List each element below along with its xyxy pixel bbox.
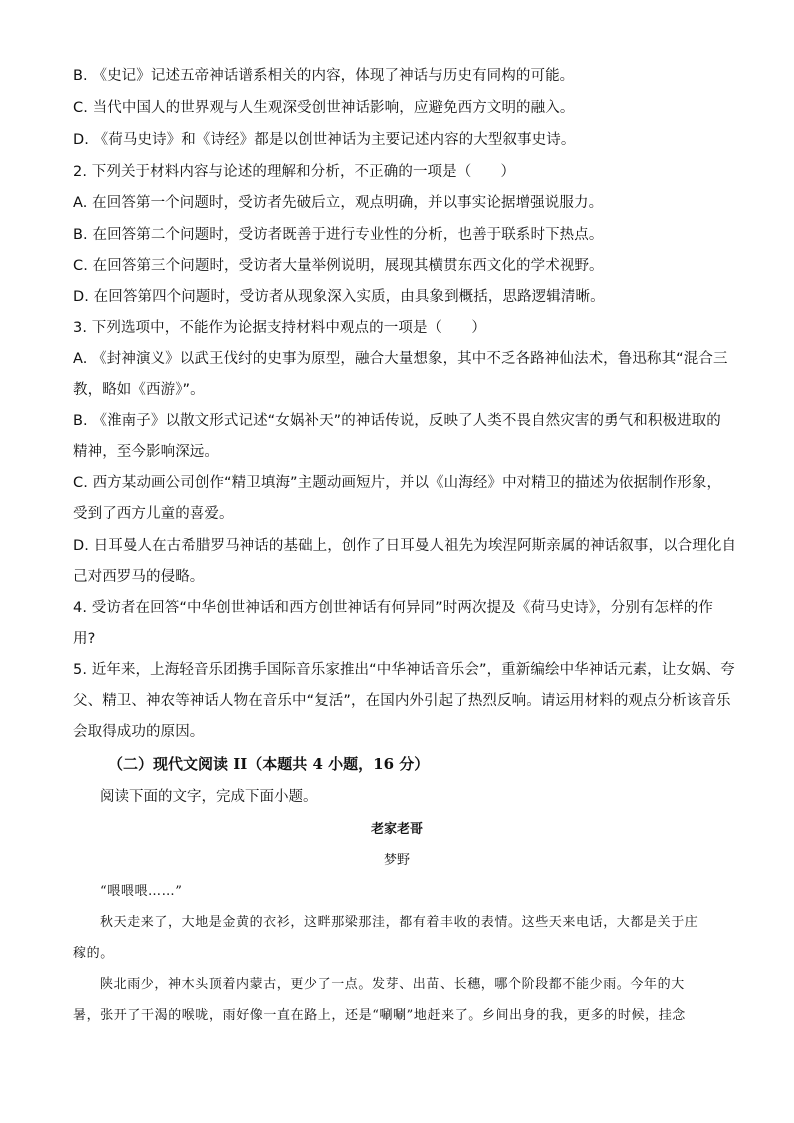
reading-instruction: 阅读下面的文字，完成下面小题。	[100, 789, 318, 805]
story-paragraph-3-line2: 暑，张开了干渴的喉咙，雨好像一直在路上，还是“唰唰”地赶来了。乡间出身的我，更多的时候，挂念	[73, 1008, 686, 1023]
q3-option-c-line2: 受到了西方儿童的喜爱。	[73, 506, 234, 522]
q3-option-c-line1: C. 西方某动画公司创作“精卫填海”主题动画短片，并以《山海经》中对精卫的描述为依据制作形象，	[73, 475, 722, 491]
q3-stem: 3. 下列选项中，不能作为论据支持材料中观点的一项是（ ）	[73, 320, 486, 336]
q3-option-b-line1: B. 《淮南子》以散文形式记述“女娲补天”的神话传说，反映了人类不畏自然灾害的勇气和积极进取的	[73, 413, 721, 429]
q1-option-b: B. 《史记》记述五帝神话谱系相关的内容，体现了神话与历史有同构的可能。	[73, 68, 575, 84]
story-paragraph-2-line2: 稼的。	[73, 946, 114, 961]
q3-option-a-line2: 教，略如《西游》”。	[73, 382, 205, 398]
q2-option-b: B. 在回答第二个问题时，受访者既善于进行专业性的分析，也善于联系时下热点。	[73, 227, 604, 243]
q5-line1: 5. 近年来，上海轻音乐团携手国际音乐家推出“中华神话音乐会”，重新编绘中华神话元素，让女娲、夸	[73, 662, 735, 678]
story-title: 老家老哥	[370, 822, 423, 837]
story-author: 梦野	[383, 853, 410, 868]
q4-line1: 4. 受访者在回答“中华创世神话和西方创世神话有何异同”时两次提及《荷马史诗》，分别有怎样的作	[73, 600, 713, 616]
q5-line2: 父、精卫、神农等神话人物在音乐中“复活”，在国内外引起了热烈反响。请运用材料的观点分析该音乐	[73, 693, 731, 709]
q5-line3: 会取得成功的原因。	[73, 724, 205, 740]
q1-option-c: C. 当代中国人的世界观与人生观深受创世神话影响，应避免西方文明的融入。	[73, 100, 575, 116]
q2-stem: 2. 下列关于材料内容与论述的理解和分析，不正确的一项是（ ）	[73, 164, 516, 180]
q2-option-d: D. 在回答第四个问题时，受访者从现象深入实质，由具象到概括，思路逻辑清晰。	[73, 289, 605, 305]
q3-option-a-line1: A. 《封神演义》以武王伐纣的史事为原型，融合大量想象，其中不乏各路神仙法术，鲁迅称其“混合三	[73, 351, 728, 367]
q3-option-b-line2: 精神，至今影响深远。	[73, 444, 219, 460]
q2-option-a: A. 在回答第一个问题时，受访者先破后立，观点明确，并以事实论据增强说服力。	[73, 195, 604, 211]
q2-option-c: C. 在回答第三个问题时，受访者大量举例说明，展现其横贯东西文化的学术视野。	[73, 258, 604, 274]
q4-line2: 用?	[73, 631, 96, 647]
q3-option-d-line1: D. 日耳曼人在古希腊罗马神话的基础上，创作了日耳曼人祖先为埃涅阿斯亲属的神话叙事，以合理化自	[73, 538, 737, 554]
q1-option-d: D. 《荷马史诗》和《诗经》都是以创世神话为主要记述内容的大型叙事史诗。	[73, 132, 576, 148]
story-paragraph-3-line1: 陕北雨少，神木头顶着内蒙古，更少了一点。发芽、出苗、长穗，哪个阶段都不能少雨。今年的大	[100, 977, 685, 992]
story-paragraph-2-line1: 秋天走来了，大地是金黄的衣衫，这畔那梁那洼，都有着丰收的表情。这些天来电话，大都是关于庄	[100, 915, 699, 930]
section-heading: （二）现代文阅读 II（本题共 4 小题，16 分）	[108, 755, 430, 773]
q3-option-d-line2: 己对西罗马的侵略。	[73, 569, 205, 585]
story-paragraph-1: “喂喂喂……”	[100, 884, 183, 899]
